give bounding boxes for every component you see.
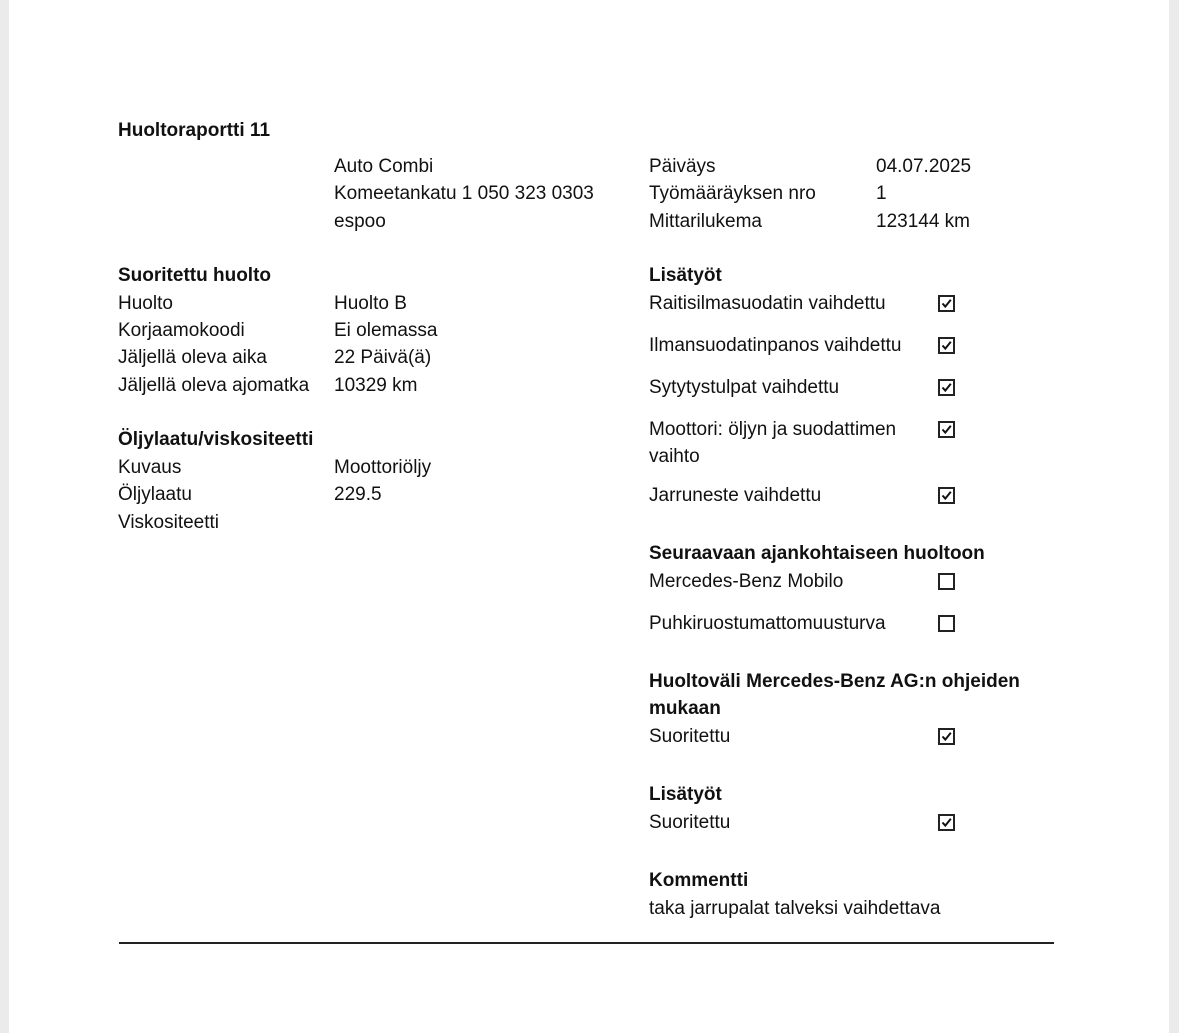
bottom-divider bbox=[119, 942, 1054, 944]
workshop-name: Auto Combi bbox=[334, 156, 434, 177]
oil-row-label: Kuvaus bbox=[118, 457, 182, 478]
interval-checkbox[interactable] bbox=[938, 728, 955, 745]
next-service-checkbox[interactable] bbox=[938, 615, 955, 632]
oil-row-value: Moottoriöljy bbox=[334, 457, 432, 478]
service-row-value: Huolto B bbox=[334, 293, 407, 314]
comment-text: taka jarrupalat talveksi vaihdettava bbox=[649, 898, 941, 919]
interval-heading: Huoltoväli Mercedes-Benz AG:n ohjeiden bbox=[649, 671, 1020, 692]
next-service-heading: Seuraavaan ajankohtaiseen huoltoon bbox=[649, 543, 985, 564]
checkmark-icon bbox=[941, 340, 952, 351]
extra-work-item-label: Moottori: öljyn ja suodattimen bbox=[649, 419, 897, 440]
date-label: Päiväys bbox=[649, 156, 716, 177]
service-row-label: Korjaamokoodi bbox=[118, 320, 245, 341]
oil-heading: Öljylaatu/viskositeetti bbox=[118, 429, 314, 450]
extra-work-checkbox[interactable] bbox=[938, 379, 955, 396]
date-value: 04.07.2025 bbox=[876, 156, 972, 177]
odometer-value: 123144 km bbox=[876, 211, 971, 232]
workshop-address: Komeetankatu 1 050 323 0303 bbox=[334, 183, 594, 204]
extra-work-checkbox[interactable] bbox=[938, 295, 955, 312]
extra-work-item-label: Sytytystulpat vaihdettu bbox=[649, 377, 840, 398]
extra-work-item-label: Raitisilmasuodatin vaihdettu bbox=[649, 293, 886, 314]
service-row-value: 10329 km bbox=[334, 375, 418, 396]
next-service-item-label: Mercedes-Benz Mobilo bbox=[649, 571, 844, 592]
extra-work-2-item-label: Suoritettu bbox=[649, 812, 731, 833]
interval-heading-cont: mukaan bbox=[649, 698, 721, 719]
oil-row-label: Öljylaatu bbox=[118, 484, 192, 505]
comment-heading: Kommentti bbox=[649, 870, 749, 891]
extra-work-item-label: Ilmansuodatinpanos vaihdettu bbox=[649, 335, 902, 356]
service-row-value: 22 Päivä(ä) bbox=[334, 347, 432, 368]
oil-row-label: Viskositeetti bbox=[118, 512, 220, 533]
extra-work-2-heading: Lisätyöt bbox=[649, 784, 722, 805]
next-service-checkbox[interactable] bbox=[938, 573, 955, 590]
extra-work-heading: Lisätyöt bbox=[649, 265, 722, 286]
extra-work-checkbox[interactable] bbox=[938, 337, 955, 354]
report-page bbox=[9, 0, 1169, 1033]
extra-work-item-label: Jarruneste vaihdettu bbox=[649, 485, 822, 506]
checkmark-icon bbox=[941, 298, 952, 309]
checkmark-icon bbox=[941, 490, 952, 501]
oil-row-value: 229.5 bbox=[334, 484, 382, 505]
report-title: Huoltoraportti 11 bbox=[118, 120, 271, 141]
service-row-label: Jäljellä oleva ajomatka bbox=[118, 375, 310, 396]
order-number-value: 1 bbox=[876, 183, 887, 204]
checkmark-icon bbox=[941, 424, 952, 435]
odometer-label: Mittarilukema bbox=[649, 211, 762, 232]
next-service-item-label: Puhkiruostumattomuusturva bbox=[649, 613, 886, 634]
service-row-label: Jäljellä oleva aika bbox=[118, 347, 267, 368]
service-heading: Suoritettu huolto bbox=[118, 265, 272, 286]
checkmark-icon bbox=[941, 731, 952, 742]
workshop-city: espoo bbox=[334, 211, 386, 232]
checkmark-icon bbox=[941, 817, 952, 828]
extra-work-checkbox[interactable] bbox=[938, 487, 955, 504]
extra-work-2-checkbox[interactable] bbox=[938, 814, 955, 831]
extra-work-checkbox[interactable] bbox=[938, 421, 955, 438]
extra-work-item-label-cont: vaihto bbox=[649, 446, 700, 467]
order-number-label: Työmääräyksen nro bbox=[649, 183, 816, 204]
service-row-value: Ei olemassa bbox=[334, 320, 438, 341]
service-row-label: Huolto bbox=[118, 293, 173, 314]
interval-item-label: Suoritettu bbox=[649, 726, 731, 747]
checkmark-icon bbox=[941, 382, 952, 393]
